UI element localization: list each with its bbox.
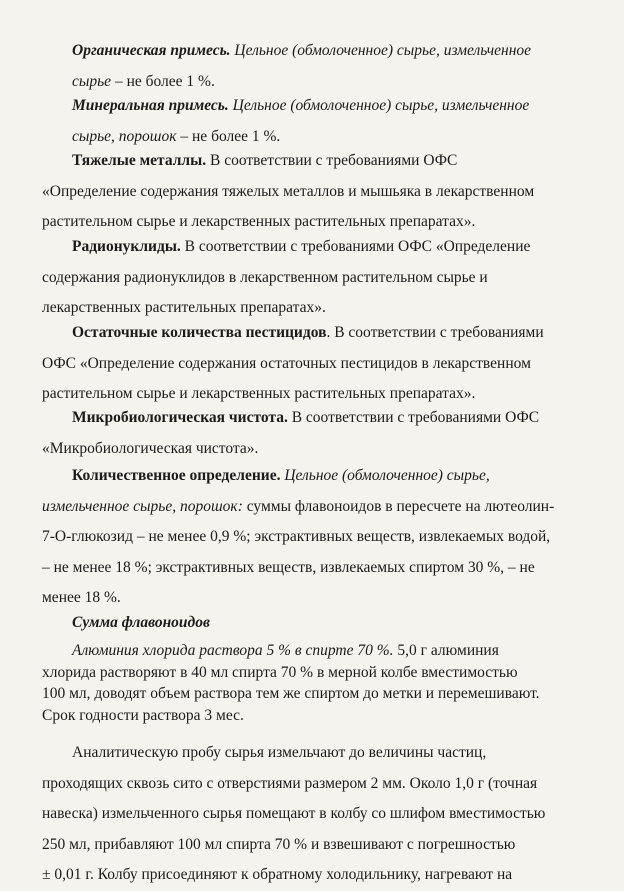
heavy-metals-paragraph (42, 146, 584, 238)
mineral-impurity-paragraph (72, 91, 584, 152)
sample-paragraph (42, 738, 584, 891)
assay-paragraph (42, 461, 584, 614)
radionuclides-text-1: В соответствии с требованиями ОФС «Определение (180, 238, 531, 255)
reagent-text-4: Срок годности раствора 3 мес. (42, 706, 244, 724)
mineral-impurity-text-1: Цельное (обмолоченное) сырье, измельченное (228, 97, 530, 114)
mineral-impurity-heading: Минеральная примесь. (72, 97, 229, 114)
pesticides-paragraph (42, 318, 584, 410)
organic-impurity-paragraph (72, 36, 584, 97)
assay-text-4: – не менее 18 %; экстрактивных веществ, извлекаемых спиртом 30 %, – не (42, 558, 535, 576)
pesticides-text-2: ОФС «Определение содержания остаточных пестицидов в лекарственном (42, 354, 531, 372)
assay-text-5: менее 18 %. (42, 589, 121, 606)
pesticides-heading: Остаточные количества пестицидов (72, 324, 327, 341)
heavy-metals-heading: Тяжелые металлы. (72, 152, 207, 169)
radionuclides-paragraph (42, 232, 584, 324)
heavy-metals-text-2: «Определение содержания тяжелых металлов и мышьяка в лекарственном (42, 182, 535, 200)
pesticides-text-1: . В соответствии с требованиями (326, 324, 544, 341)
assay-text-3: 7-О-глюкозид – не менее 0,9 %; экстрактивных веществ, извлекаемых водой, (42, 528, 551, 545)
organic-impurity-heading: Органическая примесь. (72, 42, 231, 59)
sample-text-5: ± 0,01 г. Колбу присоединяют к обратному холодильнику, нагревают на (42, 866, 513, 883)
reagent-name: Алюминия хлорида раствора 5 % в спирте 70 %. (72, 642, 394, 659)
microbio-text-2: «Микробиологическая чистота». (42, 439, 259, 457)
radionuclides-text-2: содержания радионуклидов в лекарственном растительном сырье и (42, 268, 488, 286)
heavy-metals-text-3: растительном сырье и лекарственных растительных препаратах». (42, 213, 476, 230)
radionuclides-heading: Радионуклиды. (72, 238, 181, 255)
heavy-metals-text-1: В соответствии с требованиями ОФС (206, 152, 458, 169)
microbio-paragraph (42, 403, 584, 464)
reagent-text-2: хлорида растворяют в 40 мл спирта 70 % в мерной колбе вместимостью (42, 663, 518, 681)
assay-text-2: суммы флавоноидов в пересчете на лютеолин- (242, 497, 555, 515)
organic-impurity-text-2i: сырье (72, 72, 112, 90)
assay-heading: Количественное определение. (72, 467, 281, 484)
reagent-text-1: 5,0 г алюминия (393, 642, 499, 659)
reagent-text-3: 100 мл, доводят объем раствора тем же спиртом до метки и перемешивают. (42, 685, 540, 702)
reagent-paragraph (42, 640, 584, 726)
microbio-heading: Микробиологическая чистота. (72, 409, 288, 426)
flavonoids-heading (72, 608, 584, 639)
pesticides-text-3: растительном сырье и лекарственных растительных препаратах». (42, 385, 476, 402)
sample-text-3: навеска) измельченного сырья помещают в колбу со шлифом вместимостью (42, 805, 546, 822)
flavonoids-heading-text: Сумма флавоноидов (72, 614, 210, 631)
organic-impurity-text-2: – не более 1 %. (111, 72, 215, 90)
assay-text-2i: измельченное сырье, порошок: (42, 497, 243, 515)
sample-text-1: Аналитическую пробу сырья измельчают до величины частиц, (72, 744, 487, 761)
sample-text-4: 250 мл, прибавляют 100 мл спирта 70 % и взвешивают с погрешностью (42, 835, 516, 853)
sample-text-2: проходящих сквозь сито с отверстиями размером 2 мм. Около 1,0 г (точная (42, 774, 538, 792)
microbio-text-1: В соответствии с требованиями ОФС (287, 409, 540, 426)
mineral-impurity-text-2i: сырье, порошок (72, 127, 177, 145)
mineral-impurity-text-2: – не более 1 %. (176, 127, 281, 145)
radionuclides-text-3: лекарственных растительных препаратах». (42, 299, 326, 316)
assay-text-1i: Цельное (обмолоченное) сырье, (280, 467, 490, 484)
organic-impurity-text-1: Цельное (обмолоченное) сырье, измельченное (230, 42, 532, 59)
